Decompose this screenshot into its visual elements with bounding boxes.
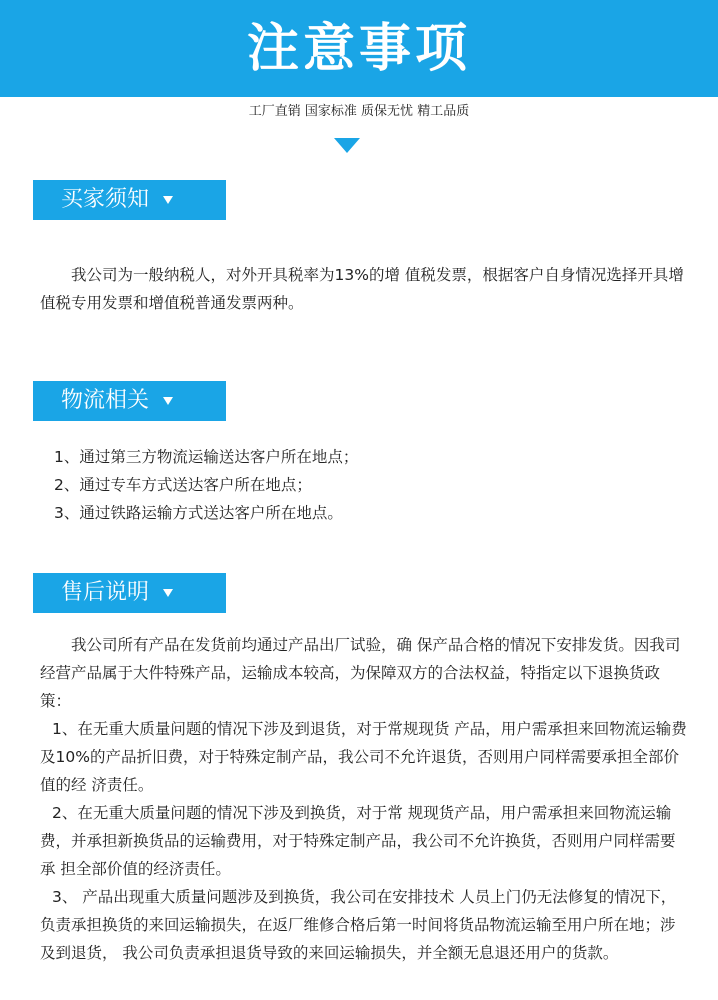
section-tab-after-sales bbox=[33, 573, 226, 613]
paragraph: 我公司所有产品在发货前均通过产品出厂试验，确 保产品合格的情况下安排发货。因我司经营产品属于大件特殊产品，运输成本较高，为保障双方的合法权益，特指定以下退换货政策： bbox=[40, 636, 681, 710]
page-subtitle: 工厂直销 国家标准 质保无忧 精工品质 bbox=[248, 104, 470, 119]
section-body-buyer-notice bbox=[40, 261, 690, 317]
section-tab-logistics bbox=[33, 381, 226, 421]
list-item: 3、通过铁路运输方式送达客户所在地点。 bbox=[54, 504, 343, 522]
triangle-down-icon bbox=[334, 138, 360, 153]
section-title: 物流相关 bbox=[61, 388, 150, 413]
header-banner bbox=[0, 0, 718, 97]
section-tab-buyer-notice bbox=[33, 180, 226, 220]
section-body-logistics bbox=[40, 443, 690, 527]
caret-down-icon bbox=[163, 397, 173, 405]
section-title: 售后说明 bbox=[61, 580, 150, 605]
paragraph: 3、 产品出现重大质量问题涉及到换货，我公司在安排技术 人员上门仍无法修复的情况下，负责承担换货的来回运输损失，在返厂维修合格后第一时间将货品物流运输至用户所在地；涉及到退货， 我公司负责承担退货导致的来回运输损失，并全额无息退还用户的货款。 bbox=[40, 888, 677, 962]
paragraph: 2、在无重大质量问题的情况下涉及到换货，对于常 规现货产品，用户需承担来回物流运输费，并承担新换货品的运输费用，对于特殊定制产品，我公司不允许换货，否则用户同样需要承 担全部价值的经济责任。 bbox=[40, 804, 676, 878]
list-item: 2、通过专车方式送达客户所在地点； bbox=[54, 476, 312, 494]
section-body-after-sales bbox=[40, 631, 690, 967]
caret-down-icon bbox=[163, 589, 173, 597]
paragraph: 我公司为一般纳税人，对外开具税率为13%的增 值税发票，根据客户自身情况选择开具增值税专用发票和增值税普通发票两种。 bbox=[40, 266, 684, 312]
page-title: 注意事项 bbox=[246, 19, 471, 79]
list-item: 1、通过第三方物流运输送达客户所在地点； bbox=[54, 448, 359, 466]
paragraph: 1、在无重大质量问题的情况下涉及到退货，对于常规现货 产品，用户需承担来回物流运输费及10%的产品折旧费，对于特殊定制产品，我公司不允许退货，否则用户同样需要承担全部价值的经 济责任。 bbox=[40, 720, 687, 794]
caret-down-icon bbox=[163, 196, 173, 204]
section-title: 买家须知 bbox=[61, 187, 150, 212]
